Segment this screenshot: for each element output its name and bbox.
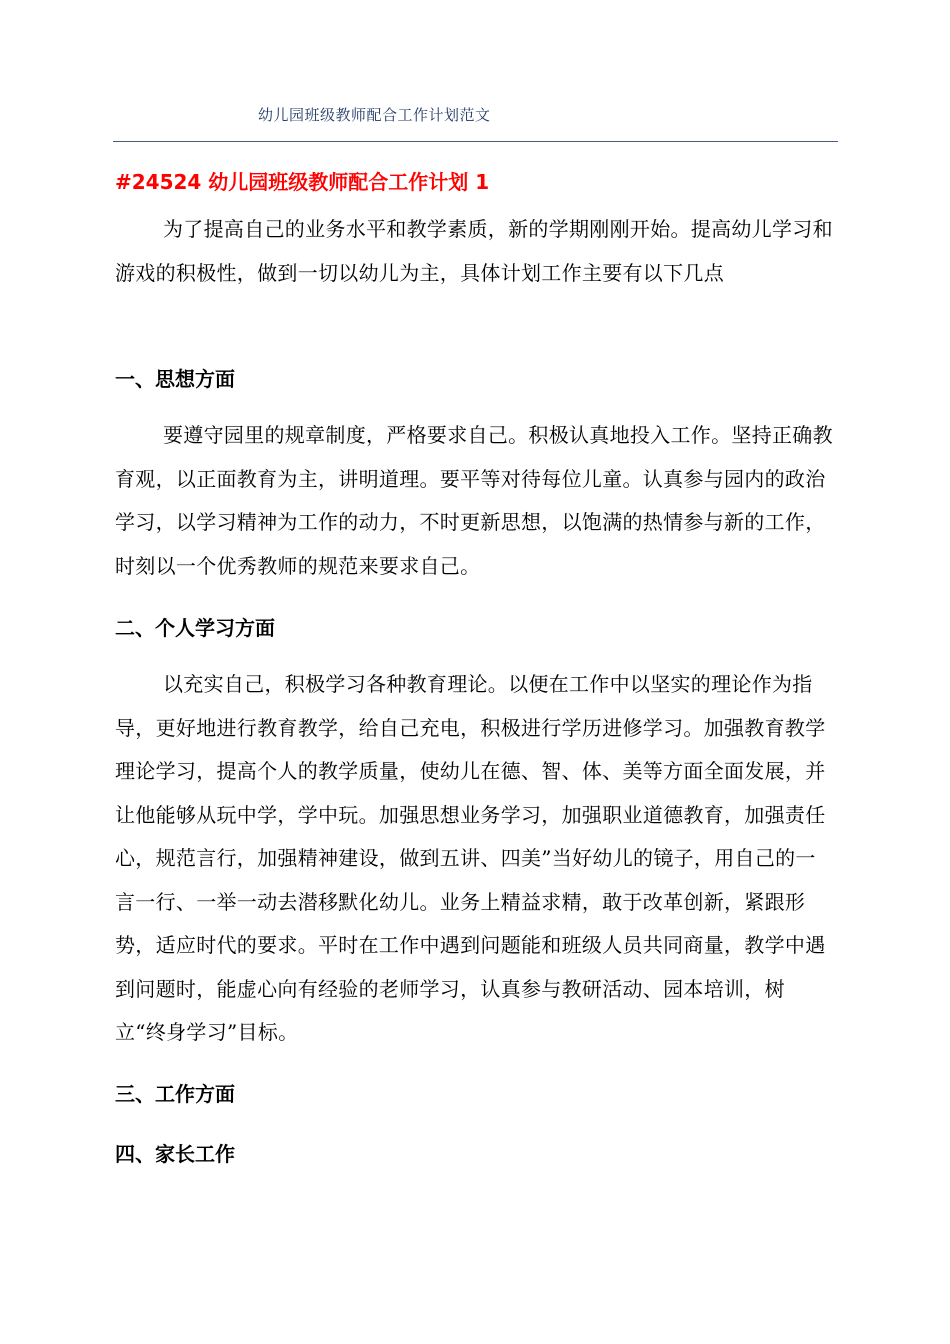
section-heading-parents: 四、家长工作 — [115, 1142, 235, 1166]
header-divider — [113, 141, 838, 142]
section-heading-thought: 一、思想方面 — [115, 367, 235, 391]
section-heading-work: 三、工作方面 — [115, 1082, 235, 1106]
section-heading-personal-study: 二、个人学习方面 — [115, 616, 275, 640]
section-body-personal-study: 以充实自己，积极学习各种教育理论。以便在工作中以坚实的理论作为指导，更好地进行教育教学，给自己充电，积极进行学历进修学习。加强教育教学理论学习，提高个人的教学质量，使幼儿在德、智、体、美等方面全面发展，并让他能够从玩中学，学中玩。加强思想业务学习，加强职业道德教育，加强责任心，规范言行，加强精神建设，做到五讲、四美”当好幼儿的镜子，用自己的一言一行、一举一动去潜移默化幼儿。业务上精益求精，敢于改革创新，紧跟形势，适应时代的要求。平时在工作中遇到问题能和班级人员共同商量，教学中遇到问题时，能虚心向有经验的老师学习，认真参与教研活动、园本培训，树立“终身学习”目标。 — [115, 672, 826, 1044]
page-header-title: 幼儿园班级教师配合工作计划范文 — [258, 106, 491, 124]
section-body-thought: 要遵守园里的规章制度，严格要求自己。积极认真地投入工作。坚持正确教育观，以正面教育为主，讲明道理。要平等对待每位儿童。认真参与园内的政治学习，以学习精神为工作的动力，不时更新思想，以饱满的热情参与新的工作，时刻以一个优秀教师的规范来要求自己。 — [115, 423, 833, 578]
intro-paragraph: 为了提高自己的业务水平和教学素质，新的学期刚刚开始。提高幼儿学习和游戏的积极性，做到一切以幼儿为主，具体计划工作主要有以下几点 — [115, 217, 833, 285]
document-title: #24524 幼儿园班级教师配合工作计划 1 — [115, 170, 490, 194]
